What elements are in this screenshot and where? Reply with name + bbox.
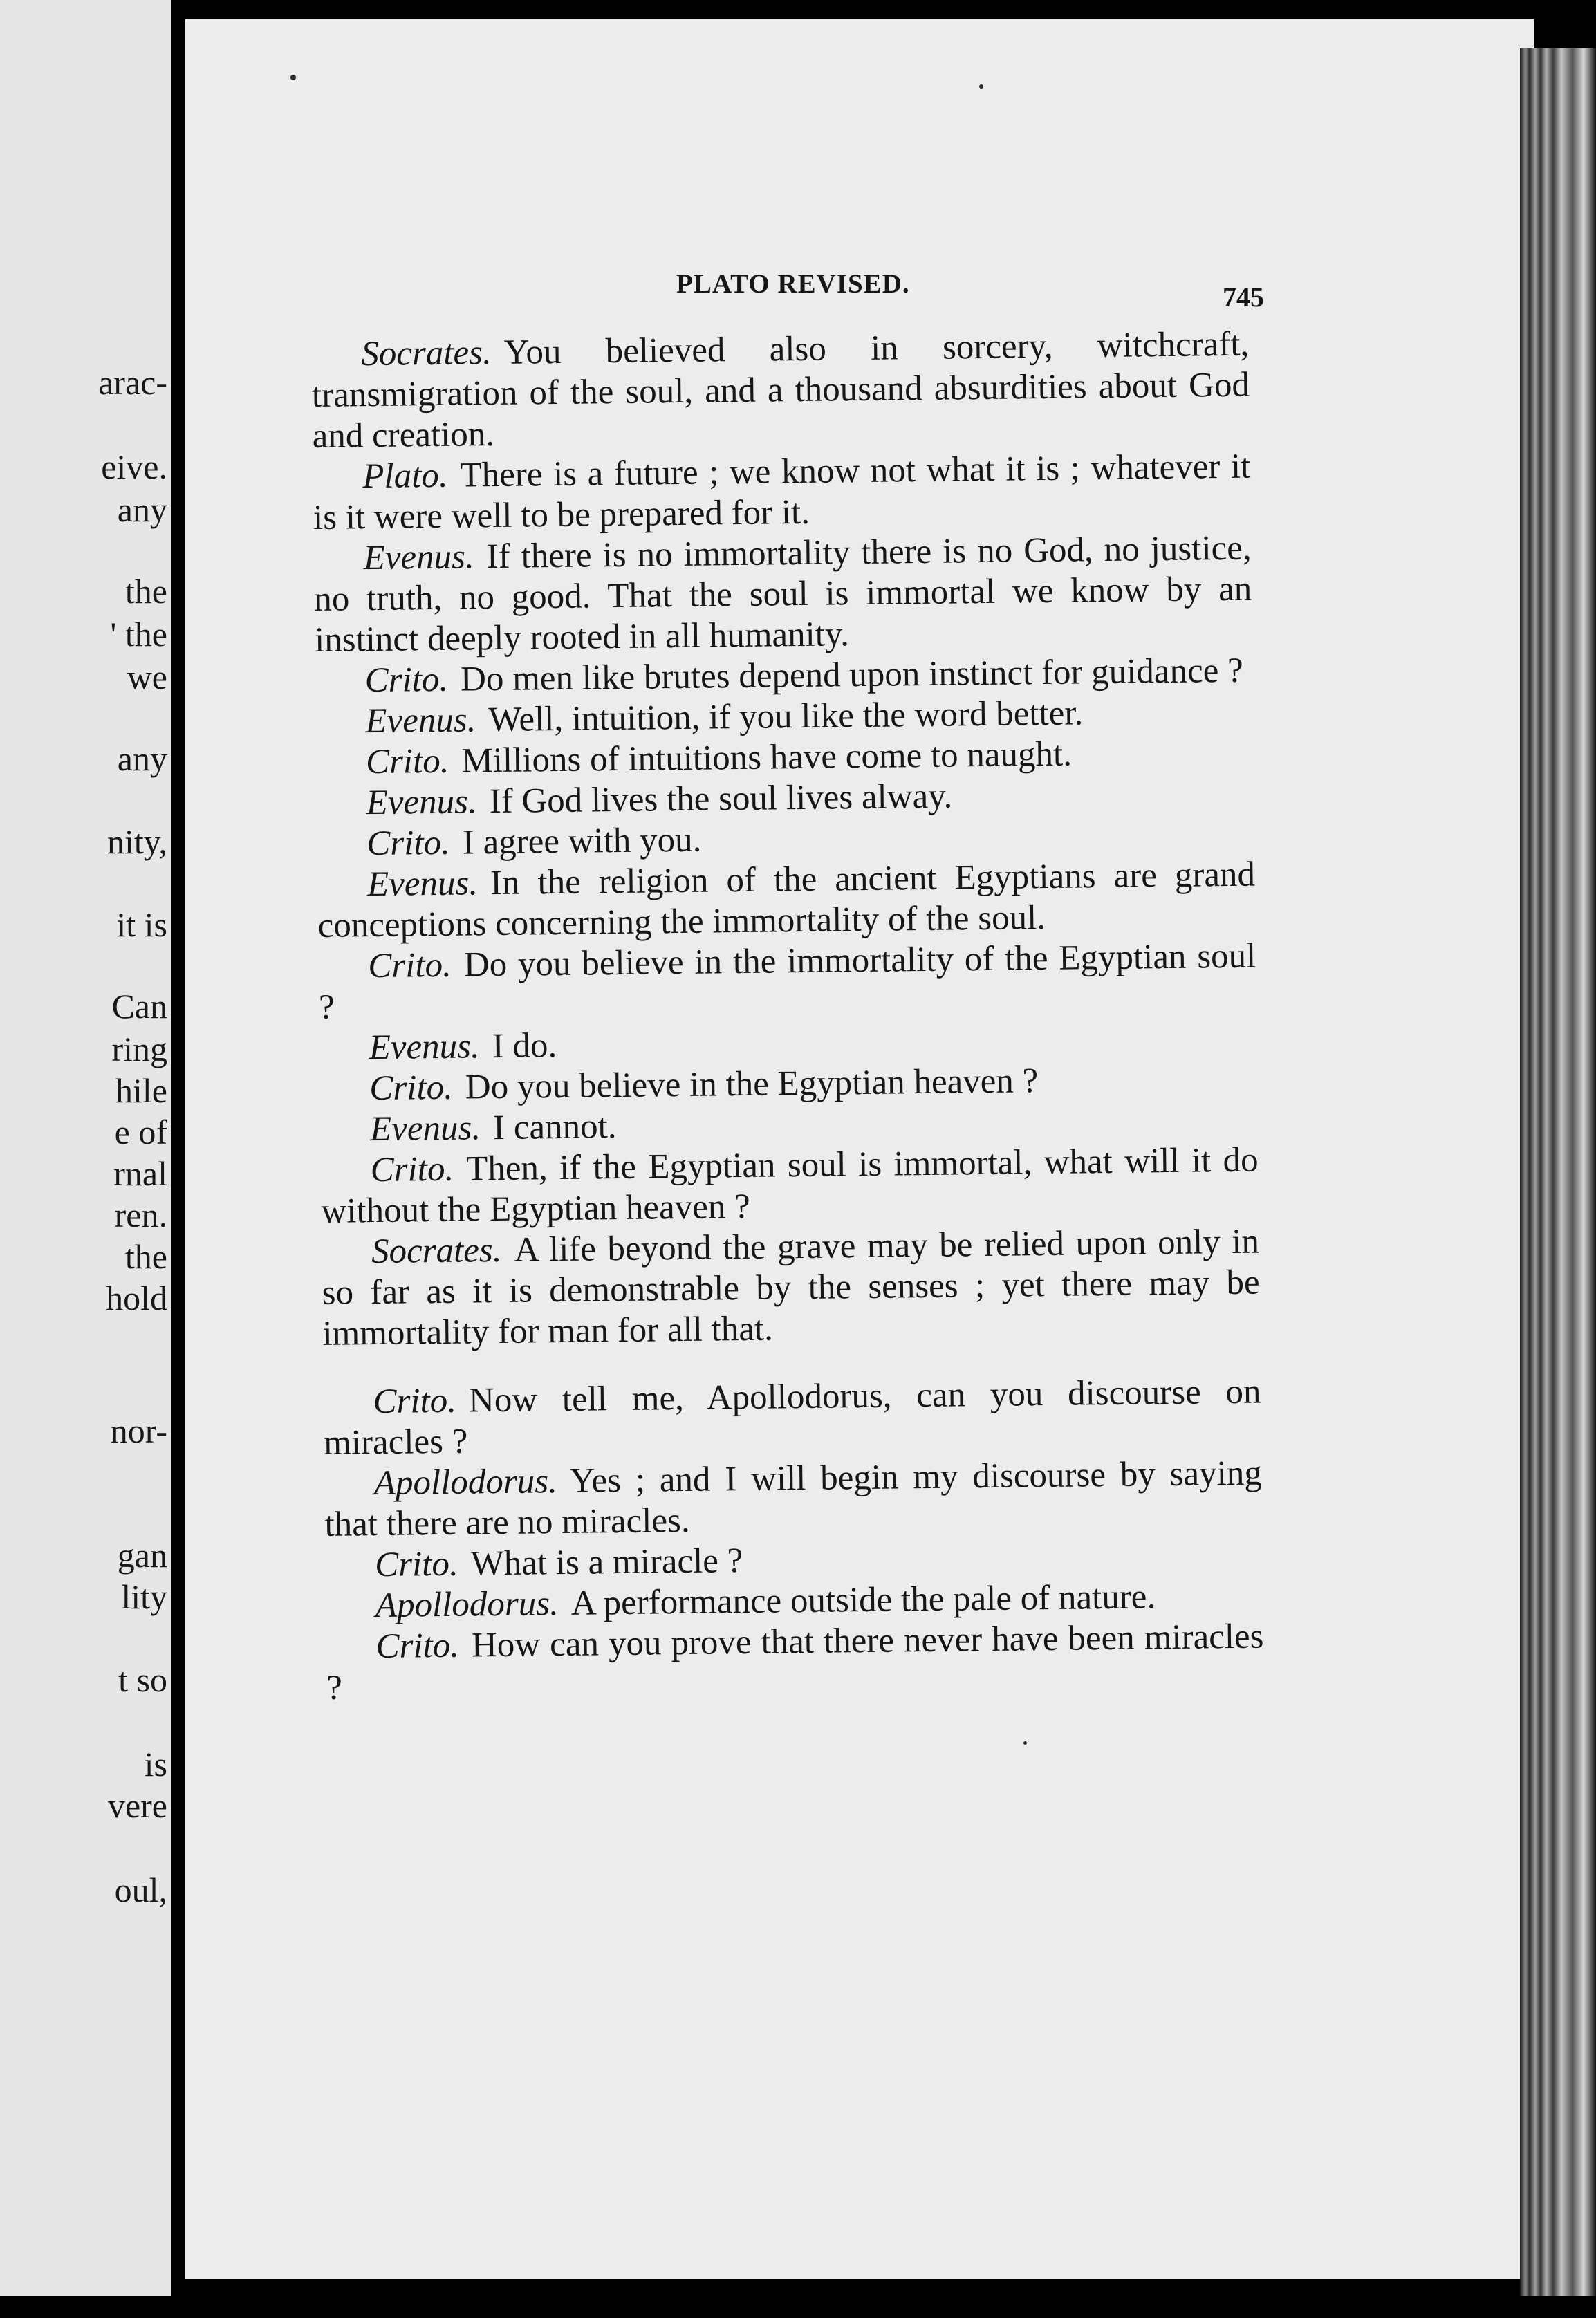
left-page-fragment: any (117, 739, 167, 778)
speaker-name: Crito. (368, 945, 452, 986)
left-page-fragment: any (117, 490, 167, 529)
speech-text: Do you believe in the Egyptian heaven ? (465, 1061, 1039, 1107)
left-page-fragment: nor- (110, 1411, 167, 1450)
left-page-fragment: t so (118, 1660, 167, 1699)
speaker-name: Evenus. (363, 537, 475, 578)
speech-text: Do men like brutes depend upon instinct for guidance ? (460, 651, 1243, 699)
left-page-fragment: we (127, 658, 167, 696)
left-page-fragment: oul, (114, 1871, 167, 1909)
left-page-fragment: the (124, 1237, 167, 1276)
dialogue-line (326, 1616, 1264, 1708)
speaker-name: Crito. (375, 1626, 460, 1667)
dialogue-line (311, 324, 1250, 457)
dialogue-line (320, 1140, 1259, 1232)
left-page-fragment: hile (115, 1071, 167, 1110)
running-head: PLATO REVISED. (676, 269, 910, 299)
scan-speck (290, 75, 296, 80)
speech-text: You believed also in sorcery, witchcraft, transmigration of the soul, and a thousand absurdities about God and creation. (311, 324, 1250, 456)
speaker-name: Crito. (370, 1149, 454, 1190)
dialogue-text (311, 324, 1264, 1709)
dialogue-line (318, 936, 1256, 1028)
speaker-name: Crito. (365, 741, 449, 782)
left-page-fragment: arac- (98, 363, 167, 402)
left-page-fragment: is (144, 1745, 167, 1783)
dialogue-line (313, 528, 1252, 661)
speaker-name: Evenus. (365, 701, 476, 741)
speaker-name: Crito. (373, 1381, 457, 1422)
speaker-name: Apollodorus. (373, 1462, 558, 1503)
speaker-name: Evenus. (366, 864, 479, 905)
dialogue-line (323, 1372, 1261, 1464)
speaker-name: Evenus. (369, 1109, 481, 1149)
speaker-name: Crito. (374, 1544, 458, 1585)
left-page (0, 0, 171, 2296)
left-page-fragment: lity (121, 1577, 167, 1616)
speech-text: A life beyond the grave may be relied upon only in so far as it is demonstrable by the senses ; yet there may be immortality for man for all that. (322, 1222, 1260, 1353)
speech-text: I cannot. (492, 1107, 617, 1148)
speaker-name: Crito. (366, 823, 451, 864)
scan-speck (1023, 1741, 1027, 1745)
speech-text: Well, intuition, if you like the word better. (488, 694, 1084, 740)
speech-text: How can you prove that there never have been miracles ? (326, 1617, 1264, 1707)
speech-text: There is a future ; we know not what it is ; whatever it is it were well to be prepared for it. (313, 447, 1251, 537)
speech-text: Do you believe in the immortality of the Egyptian soul ? (318, 936, 1256, 1027)
speech-text: If God lives the soul lives alway. (489, 777, 953, 822)
speech-text: Then, if the Egyptian soul is immortal, what will it do without the Egyptian heaven ? (321, 1140, 1259, 1231)
scan-speck (979, 84, 983, 89)
speaker-name: Plato. (362, 456, 448, 497)
speaker-name: Socrates. (371, 1230, 502, 1272)
page-number: 745 (1223, 281, 1264, 313)
speech-text: I do. (492, 1026, 557, 1066)
left-page-fragment: the (124, 572, 167, 611)
left-page-fragment: ring (111, 1030, 167, 1068)
dialogue-line (322, 1222, 1261, 1355)
speech-text: Yes ; and I will begin my discourse by saying that there are no miracles. (324, 1454, 1263, 1544)
left-page-fragment: ren. (114, 1196, 167, 1234)
dialogue-line (313, 447, 1251, 539)
speech-text: Now tell me, Apollodorus, can you discourse on miracles ? (323, 1372, 1261, 1463)
speech-text: Millions of intuitions have come to naught. (461, 734, 1073, 781)
dialogue-line (324, 1454, 1263, 1546)
left-page-fragment: rnal (113, 1154, 167, 1193)
speech-text: In the religion of the ancient Egyptians are grand conceptions concerning the immortality of the soul. (317, 855, 1256, 945)
left-page-fragment: it is (116, 905, 167, 944)
left-page-fragment: gan (117, 1536, 167, 1575)
speaker-name: Crito. (364, 660, 449, 701)
left-page-fragment: e of (114, 1113, 167, 1151)
speaker-name: Socrates. (361, 333, 492, 374)
left-page-fragment: Can (111, 987, 167, 1026)
speaker-name: Evenus. (369, 1027, 481, 1068)
speech-text: A performance outside the pale of nature. (570, 1577, 1156, 1623)
left-page-fragment: ' the (110, 615, 167, 653)
speaker-name: Apollodorus. (375, 1584, 559, 1626)
left-page-fragment: vere (107, 1786, 167, 1825)
book-page-edge (1520, 48, 1596, 2296)
book-page (185, 19, 1534, 2279)
left-page-fragment: eive. (101, 447, 167, 486)
dialogue-line (317, 855, 1256, 947)
speech-text: What is a miracle ? (470, 1541, 743, 1584)
speech-text: I agree with you. (462, 820, 702, 862)
speech-text: If there is no immortality there is no God, no justice, no truth, no good. That the soul is immortal we know by an instinct deeply rooted in all humanity. (314, 528, 1252, 660)
speaker-name: Crito. (369, 1068, 454, 1109)
left-page-fragment: hold (106, 1279, 167, 1317)
left-page-fragment: nity, (106, 822, 167, 861)
speaker-name: Evenus. (366, 782, 478, 823)
